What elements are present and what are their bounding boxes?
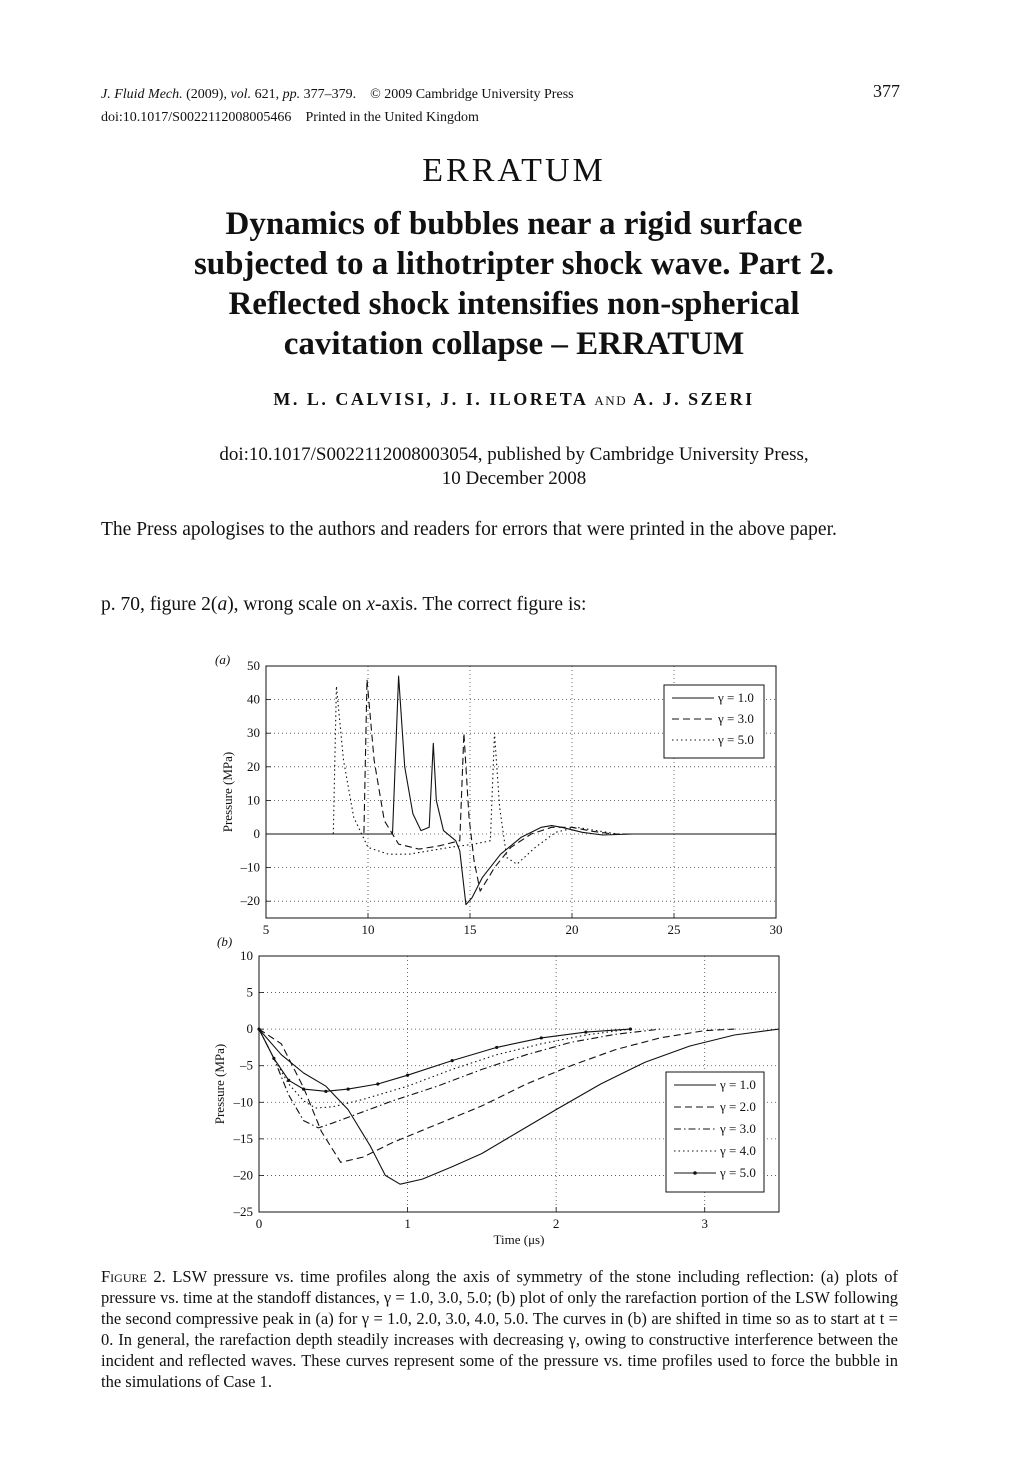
series-line [259,1029,630,1108]
journal-name: J. Fluid Mech. [101,87,183,102]
series-marker [272,1057,275,1060]
series-marker [257,1028,260,1031]
title-line: cavitation collapse – ERRATUM [283,326,745,362]
series-marker [495,1046,498,1049]
x-tick-label: 30 [769,922,783,937]
original-doi [0,443,1028,491]
y-tick-label: –5 [240,1057,253,1073]
pp-label: pp. [282,87,301,102]
legend-label: γ = 1.0 [718,690,754,705]
x-tick-label: 2 [552,1216,560,1231]
series-line [259,1029,660,1128]
correction-text-mid: ), wrong scale on [227,594,367,615]
title-line: subjected to a lithotripter shock wave. Part 2. [193,246,835,282]
x-tick-label: 25 [667,922,681,937]
y-tick-label: 0 [253,826,260,841]
journal-header [101,84,574,106]
series-marker [324,1090,327,1093]
series-marker [302,1088,305,1091]
figure-caption [101,1266,898,1392]
x-tick-label: 15 [463,922,477,937]
series-marker [376,1082,379,1085]
correction-text-pre: p. 70, figure 2( [101,594,218,615]
series-marker [347,1088,350,1091]
x-tick-label: 0 [255,1216,263,1231]
panel-label: (b) [217,934,233,949]
x-tick-label: 1 [404,1216,411,1231]
printed-notice: Printed in the United Kingdom [305,110,479,125]
y-tick-label: 5 [246,984,253,1000]
correction-paragraph [101,593,898,617]
series-marker [629,1028,632,1031]
panel-b [212,934,779,1247]
y-axis-label: Pressure (MPa) [212,1043,227,1125]
journal-volume: 621, [254,87,280,102]
authors-last: A. J. SZERI [633,389,755,409]
legend-label: γ = 3.0 [718,711,754,726]
series-marker [584,1030,587,1033]
figure-2 [0,640,1028,1250]
legend-marker [693,1171,697,1175]
correction-text-a: a [217,594,228,615]
x-axis-label: Time (μs) [493,1232,545,1247]
panel-label: (a) [215,652,231,667]
caption-label: Figure [101,1267,147,1286]
series-marker [451,1059,454,1062]
caption-number: 2. [153,1267,166,1286]
authors-first: M. L. CALVISI, J. I. ILORETA [273,389,588,409]
y-tick-label: 50 [247,658,260,673]
y-axis-label: Pressure (MPa) [220,751,235,833]
authors-and: AND [594,393,628,408]
page-number: 377 [873,81,900,101]
legend-label: γ = 1.0 [720,1077,756,1092]
legend-label: γ = 4.0 [720,1143,756,1158]
journal-pages: 377–379. [303,87,357,102]
x-tick-label: 3 [701,1216,708,1231]
x-tick-label: 20 [565,922,579,937]
y-tick-label: –10 [240,859,260,875]
correction-text-post: -axis. The correct figure is: [375,594,587,615]
y-tick-label: 30 [247,725,260,741]
legend-label: γ = 5.0 [720,1165,756,1180]
y-tick-label: –15 [233,1130,253,1146]
paper-title [0,204,1028,364]
legend-label: γ = 5.0 [718,732,754,747]
authors [0,389,1028,410]
y-tick-label: 10 [240,948,253,963]
article-doi: doi:10.1017/S0022112008005466 [101,110,292,125]
doi-line [101,107,479,129]
journal-year: (2009), [186,87,227,102]
y-tick-label: 0 [246,1021,253,1037]
original-doi-line1: doi:10.1017/S0022112008003054, published by Cambridge University Press, [219,444,809,465]
title-line: Reflected shock intensifies non-spherical [228,286,800,322]
y-tick-label: –25 [233,1204,253,1219]
legend-label: γ = 3.0 [720,1121,756,1136]
correction-text-x: x [366,594,376,615]
y-tick-label: 10 [247,792,260,808]
series-marker [540,1036,543,1039]
vol-label: vol. [230,87,252,102]
x-tick-label: 5 [262,922,270,937]
copyright-notice: © 2009 Cambridge University Press [370,87,574,102]
series-line [259,1029,734,1162]
erratum-heading: ERRATUM [422,152,606,189]
caption-text: LSW pressure vs. time profiles along the axis of symmetry of the stone including reflection: (a) plots of pressure vs. time at the standoff distances, γ = 1.0, 3.0, 5.0; (b) plot of only the rarefaction portion of the LSW following the second compressive peak in (a) for γ = 1.0, 2.0, 3.0, 4.0, 5.0. The curves in (b) are shifted in time so as to start at t = 0. In general, the rarefaction depth steadily increases with decreasing γ, owing to constructive interference between the incident and reflected waves. These curves represent some of the pressure vs. time profiles used to force the bubble in the simulations of Case 1. [101,1267,899,1391]
series-line [259,1029,630,1091]
legend-label: γ = 2.0 [720,1099,756,1114]
series-marker [406,1074,409,1077]
y-tick-label: –20 [240,893,260,909]
original-doi-line2: 10 December 2008 [441,468,587,489]
y-tick-label: –10 [233,1094,253,1110]
y-tick-label: 20 [247,758,260,774]
x-tick-label: 10 [361,922,375,937]
panel-a [215,652,783,937]
title-line: Dynamics of bubbles near a rigid surface [225,206,803,242]
y-tick-label: 40 [247,691,260,707]
series-marker [287,1079,290,1082]
apology-paragraph: The Press apologises to the authors and readers for errors that were printed in the above paper. [101,519,837,540]
y-tick-label: –20 [233,1167,253,1183]
